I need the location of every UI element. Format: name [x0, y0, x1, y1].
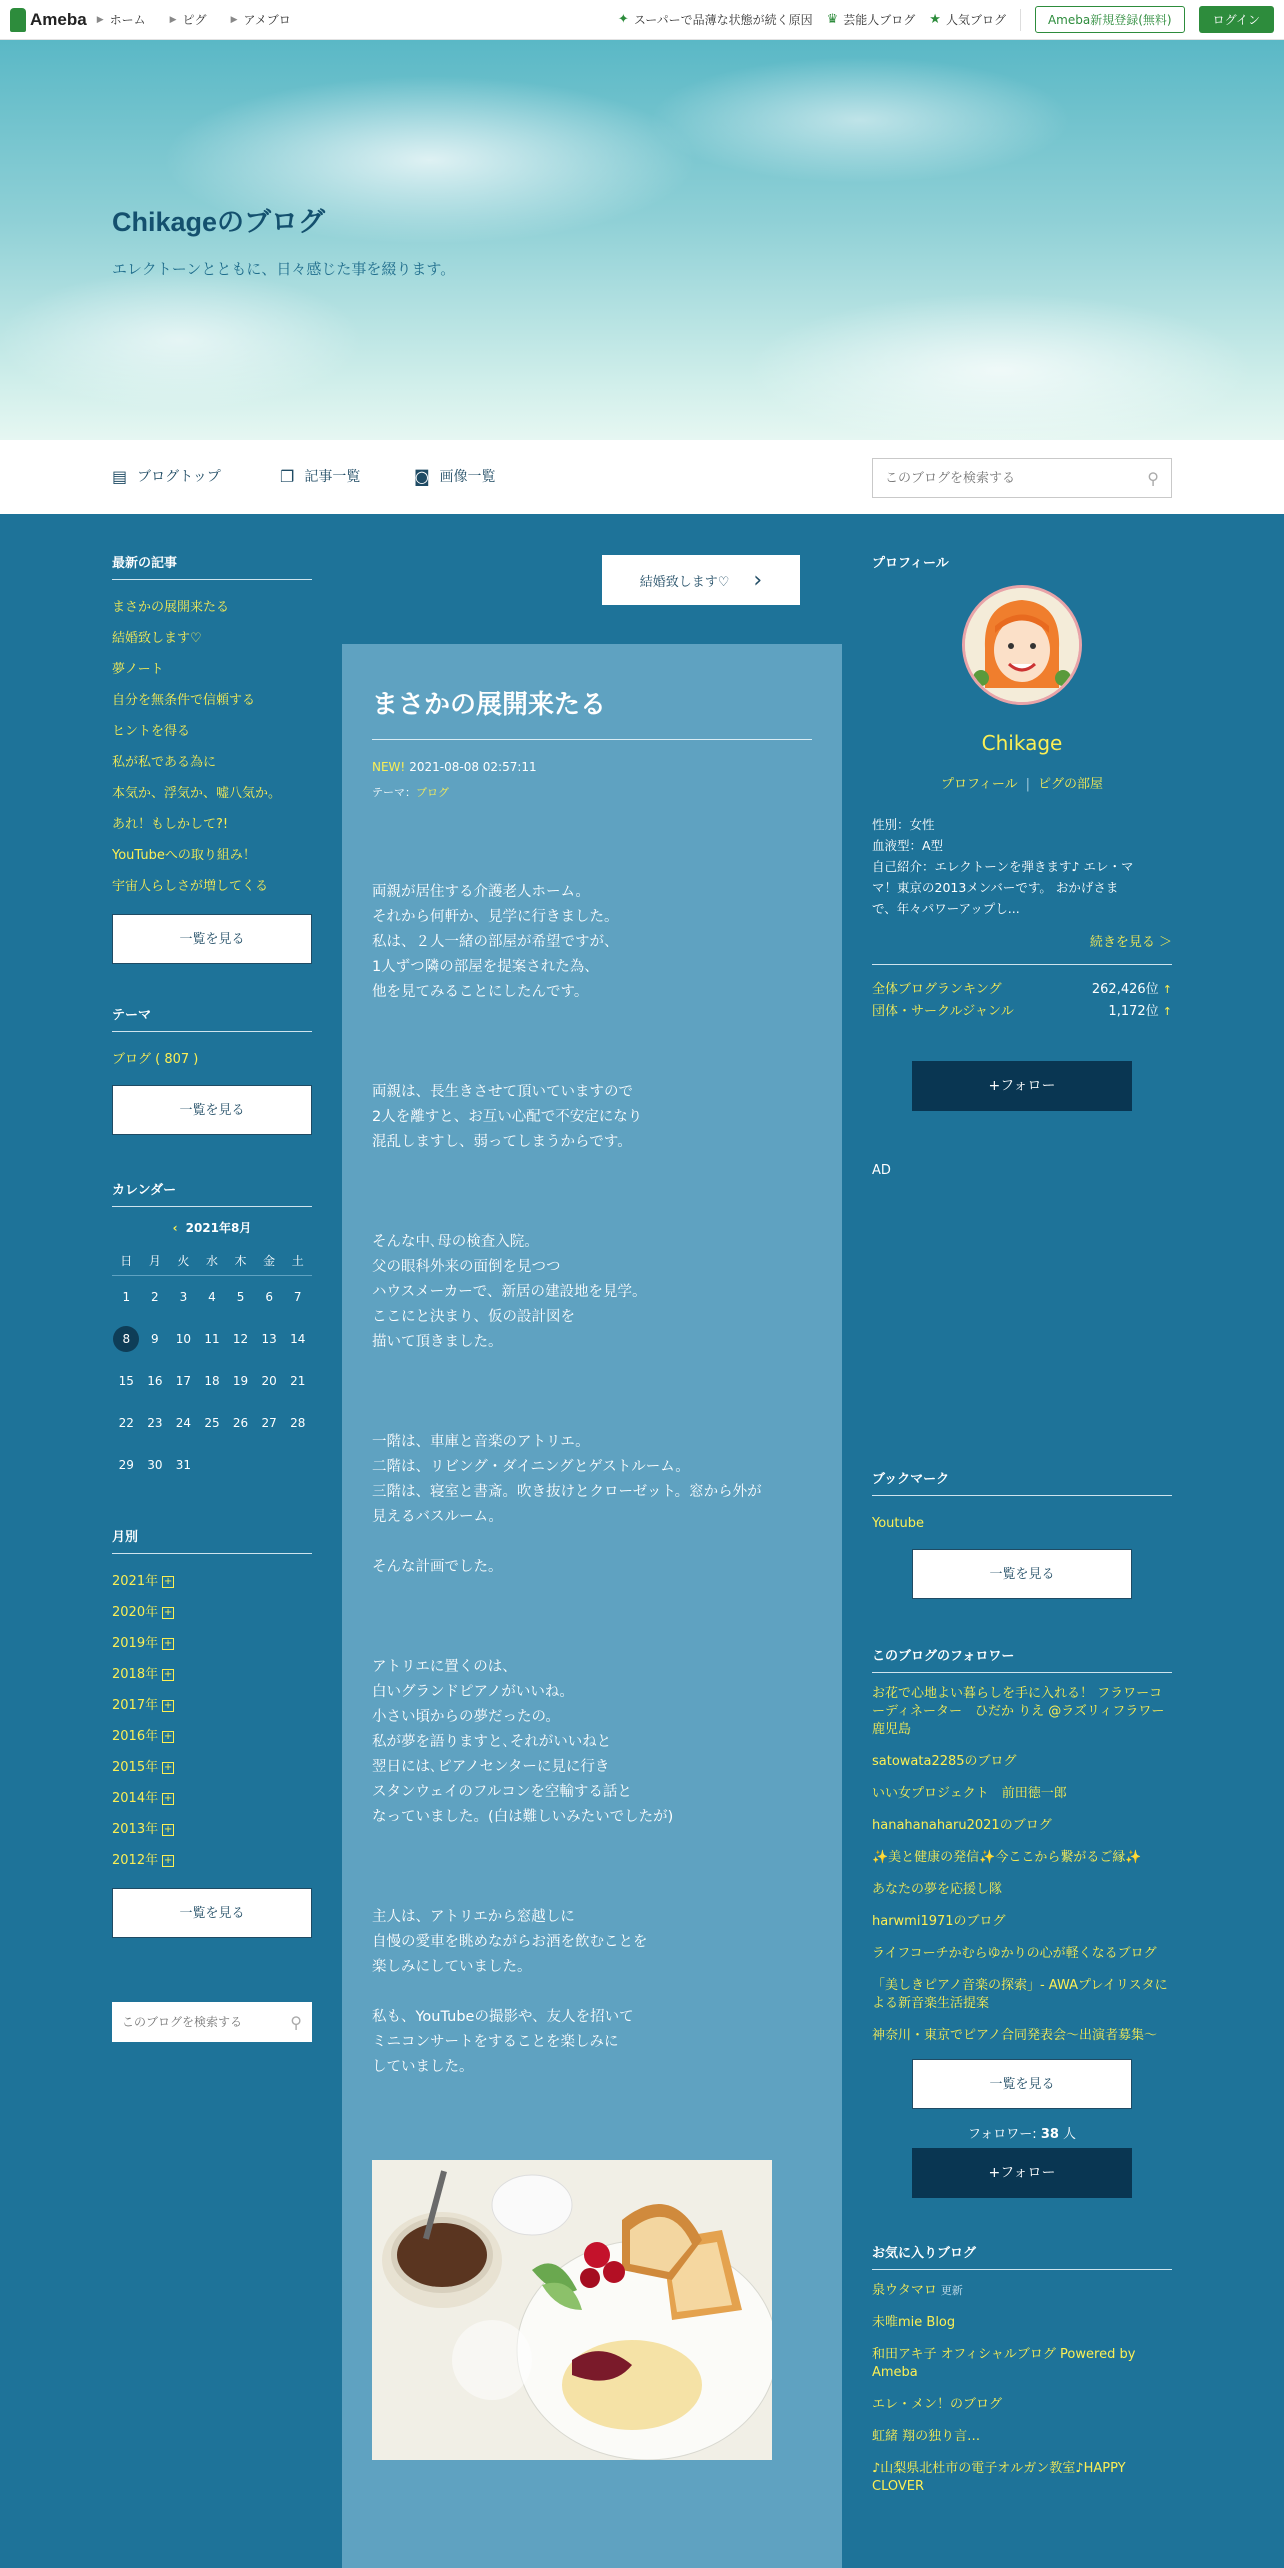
ranking-value: 1,172位	[1108, 1004, 1159, 1019]
favorite-item[interactable]	[872, 2396, 1172, 2414]
month-label: 2021年	[112, 1574, 159, 1589]
profile-blood-type: 血液型：A型	[872, 838, 944, 853]
profile-link[interactable]: プロフィール	[940, 777, 1018, 792]
calendar-day: 23	[147, 1416, 163, 1430]
celebrity-blog-label: 芸能人ブログ	[843, 13, 916, 27]
blog-nav	[0, 440, 1284, 514]
ranking	[872, 979, 1172, 1023]
celebrity-blog-link[interactable]	[827, 11, 916, 28]
ameba-logo[interactable]	[10, 8, 87, 32]
calendar-day: 30	[147, 1458, 163, 1472]
nav-ameblo-label: アメブロ	[243, 13, 291, 27]
expand-icon[interactable]: +	[163, 1823, 173, 1835]
article	[342, 644, 842, 2568]
month-label: 2013年	[112, 1822, 159, 1837]
calendar-day: 25	[204, 1416, 220, 1430]
list-item[interactable]: あれ！もしかして?!	[112, 817, 229, 832]
theme-link[interactable]: ブログ	[416, 786, 449, 799]
up-arrow-icon: ↑	[1162, 983, 1172, 996]
calendar-day: 26	[232, 1416, 249, 1430]
avatar-illustration	[965, 588, 1079, 702]
recent-see-all-button[interactable]: 一覧を見る	[112, 914, 312, 964]
list-item[interactable]: YouTubeへの取り組み！	[112, 848, 256, 863]
theme-list	[112, 1044, 312, 1075]
calendar-day: 11	[204, 1332, 220, 1346]
calendar-day: 4	[208, 1290, 216, 1304]
avatar[interactable]	[962, 585, 1082, 705]
month-label: 2016年	[112, 1729, 159, 1744]
calendar-day: 6	[265, 1290, 273, 1304]
nav-ameblo[interactable]	[231, 11, 291, 28]
calendar-day[interactable]	[112, 1318, 141, 1360]
month-item[interactable]	[112, 1752, 312, 1783]
ranking-label[interactable]: 全体ブログランキング	[872, 982, 1002, 997]
theme-title: テーマ	[112, 1004, 312, 1032]
followers-title: このブログのフォロワー	[872, 1645, 1172, 1673]
popular-blog-link[interactable]	[929, 11, 1006, 28]
camera-icon: ◙	[414, 466, 430, 486]
theme-label: テーマ：	[372, 786, 416, 799]
signup-button[interactable]: Ameba新規登録(無料)	[1035, 6, 1185, 33]
month-label: 2014年	[112, 1791, 159, 1806]
calendar-day: 5	[236, 1290, 245, 1304]
expand-icon[interactable]: +	[163, 1761, 173, 1773]
calendar-dow: 日	[112, 1246, 141, 1276]
copy-icon: ❐	[280, 466, 295, 486]
month-item[interactable]	[112, 1628, 312, 1659]
follower-item[interactable]: harwmi1971のブログ	[872, 1914, 1006, 1929]
list-item[interactable]: 夢ノート	[112, 662, 164, 677]
calendar-day: 28	[290, 1416, 306, 1430]
bookmark-item[interactable]: Youtube	[872, 1516, 924, 1531]
ranking-row-overall	[872, 979, 1172, 1001]
chevron-right-icon: ▶	[169, 14, 177, 25]
bookmark-see-all-button[interactable]: 一覧を見る	[912, 1549, 1132, 1599]
theme-item[interactable]: ブログ ( 807 )	[112, 1052, 199, 1067]
calendar-day: 19	[232, 1374, 249, 1388]
calendar-dow: 金	[255, 1246, 284, 1276]
article-theme	[372, 784, 812, 800]
favorite-label: ♪山梨県北杜市の電子オルガン教室♪HAPPY CLOVER	[872, 2461, 1126, 2494]
nav-entry-list-label: 記事一覧	[304, 469, 361, 485]
list-item[interactable]: 宇宙人らしさが増してくる	[112, 879, 269, 894]
calendar-header	[112, 1219, 312, 1236]
favorite-label: 未唯mie Blog	[872, 2315, 956, 2330]
left-sidebar	[112, 552, 312, 2042]
calendar-dow: 月	[141, 1246, 170, 1276]
expand-icon[interactable]: +	[163, 1699, 173, 1711]
article-photo[interactable]	[372, 2160, 772, 2460]
favorite-item[interactable]	[872, 2314, 1172, 2332]
sparkle-icon: ✦	[617, 12, 629, 27]
follower-count	[872, 2123, 1172, 2142]
month-label: 2018年	[112, 1667, 159, 1682]
month-see-all-button[interactable]: 一覧を見る	[112, 1888, 312, 1938]
pig-room-link[interactable]: ピグの部屋	[1038, 777, 1104, 792]
month-item[interactable]	[112, 1845, 312, 1876]
paragraph: 両親が居住する介護老人ホーム。 それから何軒か、見学に行きました。 私は、２人一緒の部屋が希望ですが、 1人ずつ隣の部屋を提案された為、 他を見てみることにしたんです。	[372, 884, 619, 1000]
expand-icon[interactable]: +	[163, 1575, 173, 1587]
followers-see-all-button[interactable]: 一覧を見る	[912, 2059, 1132, 2109]
profile-gender: 性別：女性	[872, 817, 935, 832]
nav-blog-top-label: ブログトップ	[137, 469, 221, 485]
sidebar-search	[112, 2002, 312, 2042]
month-item[interactable]	[112, 1659, 312, 1690]
ranking-label[interactable]: 団体・サークルジャンル	[872, 1004, 1014, 1019]
chevron-right-icon: ›	[753, 567, 763, 593]
calendar-day: 20	[261, 1374, 277, 1388]
follow-button[interactable]: +フォロー	[912, 1061, 1132, 1111]
chevron-left-icon[interactable]: ‹	[172, 1221, 178, 1235]
favorite-label: エレ・メン！のブログ	[872, 2397, 1003, 2412]
blog-description: エレクトーンとともに、日々感じた事を綴ります。	[112, 260, 456, 278]
profile-intro-line: マ！東京の2013メンバーです。 おかげさま	[872, 880, 1119, 895]
paragraph: アトリエに置くのは、 白いグランドピアノがいいね。 小さい頃からの夢だったの。 私が夢を語りますと､それがいいねと 翌日には､ピアノセンターに見に行き スタンウェイのフルコンを空輸する話と なっていました。(白は難しいみたいでしたが)	[372, 1659, 674, 1825]
paragraph: 両親は、長生きさせて頂いていますので 2人を離すと、お互い心配で不安定になり 混乱しますし、弱ってしまうからです。	[372, 1084, 643, 1150]
calendar-day: 1	[122, 1290, 131, 1304]
follower-item[interactable]: 「美しきピアノ音楽の探索」- AWAプレイリスタによる新音楽生活提案	[872, 1978, 1168, 2011]
paragraph: そんな中､母の検査入院。 父の眼科外来の面倒を見つつ ハウスメーカーで、新居の建設地を見学。 ここにと決まり、仮の設計図を 描いて頂きました。	[372, 1234, 647, 1350]
profile-title: プロフィール	[872, 556, 949, 571]
logo-text: Ameba	[30, 9, 87, 29]
document-icon: ▤	[112, 466, 128, 486]
month-list	[112, 1566, 312, 1876]
calendar-dow: 土	[283, 1246, 312, 1276]
calendar-day: 7	[293, 1290, 302, 1304]
bookmark-list	[872, 1508, 1172, 1539]
article-meta	[372, 760, 812, 774]
calendar-dow: 木	[226, 1246, 255, 1276]
global-header	[0, 0, 1284, 40]
blog-title[interactable]: Chikageのブログ	[112, 207, 326, 237]
calendar-grid	[112, 1246, 312, 1486]
ad-label: AD	[872, 1163, 891, 1178]
ranking-row-genre	[872, 1001, 1172, 1023]
nav-entry-list[interactable]	[280, 466, 360, 486]
calendar-day: 17	[175, 1374, 192, 1388]
expand-icon[interactable]: +	[163, 1637, 173, 1649]
nav-pigg-label: ピグ	[182, 13, 207, 27]
calendar-day: 14	[290, 1332, 306, 1346]
theme-see-all-button[interactable]: 一覧を見る	[112, 1085, 312, 1135]
follower-item[interactable]: hanahanaharu2021のブログ	[872, 1818, 1052, 1833]
month-title: 月別	[112, 1526, 312, 1554]
chevron-right-icon: ▶	[230, 14, 238, 25]
star-icon: ★	[929, 12, 941, 27]
follower-item[interactable]: ✨美と健康の発信✨今ここから繋がるご縁✨	[872, 1850, 1142, 1865]
list-item[interactable]: 私が私である為に	[112, 755, 217, 770]
expand-icon[interactable]: +	[163, 1854, 173, 1866]
nav-home[interactable]	[97, 11, 146, 28]
blog-search-input[interactable]	[885, 471, 1135, 486]
favorites-list	[872, 2282, 1172, 2496]
month-label: 2012年	[112, 1853, 159, 1868]
month-label: 2017年	[112, 1698, 159, 1713]
sidebar-search-input[interactable]	[122, 2015, 282, 2029]
month-item[interactable]	[112, 1690, 312, 1721]
month-item[interactable]	[112, 1566, 312, 1597]
month-label: 2019年	[112, 1636, 159, 1651]
popular-blog-label: 人気ブログ	[945, 13, 1006, 27]
new-badge: NEW!	[372, 760, 406, 774]
trending-label: スーパーで品薄な状態が続く原因	[633, 13, 813, 27]
up-arrow-icon: ↑	[1162, 1005, 1172, 1018]
calendar-day: 31	[175, 1458, 192, 1472]
next-entry-button[interactable]	[602, 555, 800, 605]
expand-icon[interactable]: +	[163, 1730, 173, 1742]
article-title[interactable]: まさかの展開来たる	[372, 684, 812, 740]
nav-home-label: ホーム	[109, 13, 146, 27]
calendar-month: 2021年8月	[185, 1221, 252, 1235]
recent-title: 最新の記事	[112, 552, 312, 580]
paragraph: 主人は、アトリエから窓越しに 自慢の愛車を眺めながらお酒を飲むことを 楽しみにしていました。 私も、YouTubeの撮影や、友人を招いて ミニコンサートをすることを楽しみに していました。	[372, 1909, 648, 2075]
calendar-day: 10	[175, 1332, 192, 1346]
month-item[interactable]	[112, 1814, 312, 1845]
favorites-title: お気に入りブログ	[872, 2242, 1172, 2270]
chevron-right-icon: ▶	[96, 14, 104, 25]
next-entry-label: 結婚致します♡	[639, 574, 730, 590]
follower-count-label: フォロワー:	[967, 2127, 1037, 2142]
calendar-dow: 水	[198, 1246, 227, 1276]
calendar-title: カレンダー	[112, 1179, 312, 1207]
follower-item[interactable]: お花で心地よい暮らしを手に入れる！ フラワーコーディネーター ひだか りえ @ラズリィフラワー 鹿児島	[872, 1686, 1165, 1737]
list-item[interactable]: 自分を無条件で信頼する	[112, 693, 256, 708]
favorite-item[interactable]	[872, 2282, 1172, 2300]
ranking-value: 262,426位	[1091, 982, 1159, 997]
article-body	[372, 880, 812, 2080]
profile-intro-line: 自己紹介：エレクトーンを弾きます♪ エレ・マ	[872, 859, 1134, 874]
favorite-item[interactable]	[872, 2428, 1172, 2446]
nav-image-list[interactable]	[414, 466, 496, 486]
calendar-dow: 火	[169, 1246, 198, 1276]
month-item[interactable]	[112, 1783, 312, 1814]
list-item[interactable]: 結婚致します♡	[112, 631, 202, 646]
article-date: 2021-08-08 02:57:11	[409, 760, 537, 774]
profile-intro-line: で、年々パワーアップし...	[872, 901, 1020, 916]
month-item[interactable]	[112, 1597, 312, 1628]
favorite-item[interactable]	[872, 2346, 1172, 2382]
month-label: 2020年	[112, 1605, 159, 1620]
read-more-link[interactable]: 続きを見る ＞	[872, 931, 1172, 965]
calendar-day: 16	[147, 1374, 163, 1388]
follower-item[interactable]: いい女プロジェクト 前田徳一郎	[872, 1786, 1067, 1801]
follower-item[interactable]: ライフコーチかむらゆかりの心が軽くなるブログ	[872, 1946, 1157, 1961]
favorite-label: 泉ウタマロ	[872, 2283, 937, 2298]
favorite-label: 虹緒 翔の独り言…	[872, 2429, 981, 2444]
follower-count-unit: 人	[1063, 2127, 1077, 2142]
breakfast-photo	[372, 2160, 772, 2460]
follower-item[interactable]: 神奈川・東京でピアノ合同発表会～出演者募集～	[872, 2028, 1157, 2043]
blog-search	[872, 458, 1172, 498]
updated-badge: 更新	[940, 2284, 963, 2297]
expand-icon[interactable]: +	[163, 1668, 173, 1680]
nav-image-list-label: 画像一覧	[439, 469, 496, 485]
profile-links: プロフィール | ピグの部屋	[940, 777, 1104, 792]
calendar-day: 18	[204, 1374, 220, 1388]
ameba-mascot-icon	[10, 8, 26, 32]
calendar-day: 2	[151, 1290, 159, 1304]
list-item[interactable]: 本気か、浮気か、嘘八気か。	[112, 786, 282, 801]
nav-pigg[interactable]	[170, 11, 207, 28]
expand-icon[interactable]: +	[163, 1606, 173, 1618]
list-item[interactable]: まさかの展開来たる	[112, 600, 230, 615]
calendar-day: 29	[118, 1458, 134, 1472]
calendar-day-today[interactable]: 8	[113, 1326, 139, 1352]
follow-button-2[interactable]: +フォロー	[912, 2148, 1132, 2198]
login-button[interactable]: ログイン	[1199, 6, 1274, 33]
follower-item[interactable]: satowata2285のブログ	[872, 1754, 1017, 1769]
calendar-day: 24	[175, 1416, 192, 1430]
profile-name[interactable]: Chikage	[981, 731, 1063, 755]
calendar-day: 3	[179, 1290, 188, 1304]
calendar-day: 21	[290, 1374, 306, 1388]
calendar-day: 12	[232, 1332, 249, 1346]
follower-count-value: 38	[1040, 2127, 1059, 2142]
calendar-day: 22	[118, 1416, 134, 1430]
search-icon[interactable]: ⚲	[1147, 468, 1159, 488]
right-sidebar	[872, 552, 1172, 2510]
follower-item[interactable]: あなたの夢を応援し隊	[872, 1882, 1003, 1897]
calendar-day: 15	[118, 1374, 134, 1388]
followers-list	[872, 1685, 1172, 2045]
trending-link[interactable]	[618, 11, 813, 28]
list-item[interactable]: ヒントを得る	[112, 724, 191, 739]
calendar-day: 13	[261, 1332, 277, 1346]
favorite-item[interactable]	[872, 2460, 1172, 2496]
paragraph: 一階は、車庫と音楽のアトリエ。 二階は、リビング・ダイニングとゲストルーム。 三階は、寝室と書斎。吹き抜けとクローゼット。窓から外が 見えるバスルーム。 そんな計画でした。	[372, 1434, 762, 1575]
search-icon[interactable]: ⚲	[290, 2012, 302, 2032]
expand-icon[interactable]: +	[163, 1792, 173, 1804]
divider	[1020, 9, 1021, 31]
bookmark-title: ブックマーク	[872, 1468, 1172, 1496]
recent-list	[112, 592, 312, 902]
favorite-label: 和田アキ子 オフィシャルブログ Powered by Ameba	[872, 2347, 1136, 2380]
month-item[interactable]	[112, 1721, 312, 1752]
calendar-day: 9	[151, 1332, 159, 1346]
blog-header-image	[0, 40, 1284, 440]
nav-blog-top[interactable]	[112, 466, 221, 486]
calendar-day: 27	[261, 1416, 277, 1430]
profile-info	[872, 814, 1172, 919]
crown-icon: ♛	[826, 12, 839, 27]
month-label: 2015年	[112, 1760, 159, 1775]
